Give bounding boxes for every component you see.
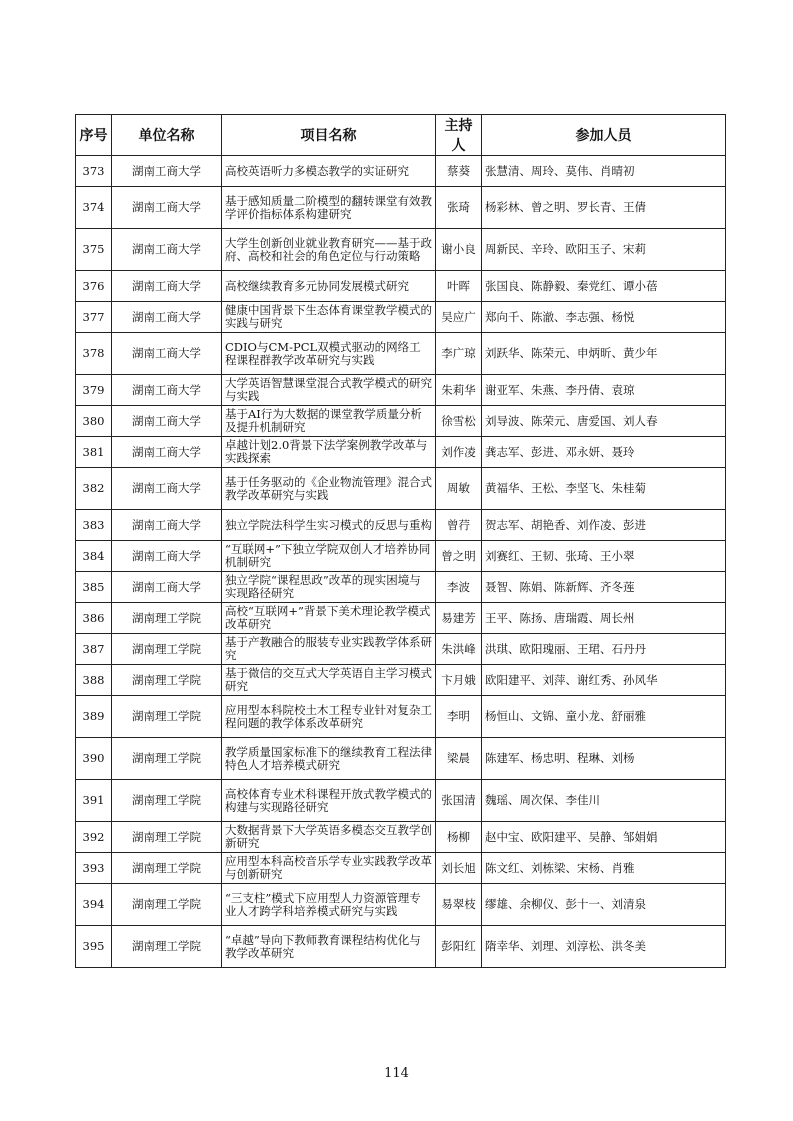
- cell-serial-number: 389: [76, 696, 112, 738]
- cell-host: 易建芳: [436, 603, 482, 634]
- table-row: [76, 333, 726, 375]
- cell-participants: 隋幸华、刘理、刘淳松、洪冬美: [482, 926, 726, 968]
- cell-serial-number: 386: [76, 603, 112, 634]
- cell-host: 李广琼: [436, 333, 482, 375]
- cell-participants: 刘赛红、王韧、张琦、王小翠: [482, 541, 726, 572]
- cell-unit-name: 湖南工商大学: [112, 406, 222, 437]
- cell-project-name: 高校“互联网+”背景下美术理论教学模式改革研究: [222, 603, 436, 634]
- cell-serial-number: 388: [76, 665, 112, 696]
- cell-serial-number: 390: [76, 738, 112, 780]
- cell-host: 李波: [436, 572, 482, 603]
- cell-unit-name: 湖南理工学院: [112, 738, 222, 780]
- cell-participants: 谢亚军、朱燕、李丹倩、袁琼: [482, 375, 726, 406]
- cell-project-name: 基于微信的交互式大学英语自主学习模式研究: [222, 665, 436, 696]
- table-row: [76, 603, 726, 634]
- cell-serial-number: 373: [76, 156, 112, 187]
- cell-host: 张琦: [436, 187, 482, 229]
- cell-unit-name: 湖南工商大学: [112, 229, 222, 271]
- table-row: [76, 229, 726, 271]
- table-row: [76, 302, 726, 333]
- cell-participants: 杨彩林、曾之明、罗长青、王倩: [482, 187, 726, 229]
- table-row: [76, 738, 726, 780]
- cell-unit-name: 湖南理工学院: [112, 780, 222, 822]
- table-row: [76, 780, 726, 822]
- cell-unit-name: 湖南工商大学: [112, 156, 222, 187]
- cell-host: 蔡葵: [436, 156, 482, 187]
- cell-serial-number: 376: [76, 271, 112, 302]
- cell-serial-number: 378: [76, 333, 112, 375]
- cell-participants: 贺志军、胡艳香、刘作凌、彭进: [482, 510, 726, 541]
- cell-project-name: 高校继续教育多元协同发展模式研究: [222, 271, 436, 302]
- cell-unit-name: 湖南理工学院: [112, 926, 222, 968]
- cell-unit-name: 湖南理工学院: [112, 603, 222, 634]
- cell-participants: 刘跃华、陈荣元、申炳昕、黄少年: [482, 333, 726, 375]
- header-serial-number: 序号: [76, 115, 112, 156]
- cell-unit-name: 湖南工商大学: [112, 572, 222, 603]
- cell-host: 曾荇: [436, 510, 482, 541]
- cell-host: 易翠枝: [436, 884, 482, 926]
- cell-host: 徐雪松: [436, 406, 482, 437]
- table-row: [76, 926, 726, 968]
- cell-host: 杨柳: [436, 822, 482, 853]
- cell-project-name: 大数据背景下大学英语多模态交互教学创新研究: [222, 822, 436, 853]
- cell-unit-name: 湖南理工学院: [112, 884, 222, 926]
- cell-project-name: CDIO与CM-PCL双模式驱动的网络工程课程群教学改革研究与实践: [222, 333, 436, 375]
- cell-participants: 赵中宝、欧阳建平、吴静、邹娟娟: [482, 822, 726, 853]
- table-row: [76, 437, 726, 468]
- header-project-name: 项目名称: [222, 115, 436, 156]
- cell-participants: 龚志军、彭进、邓永妍、聂玲: [482, 437, 726, 468]
- cell-participants: 刘导波、陈荣元、唐爱国、刘人春: [482, 406, 726, 437]
- cell-host: 刘长旭: [436, 853, 482, 884]
- cell-host: 张国清: [436, 780, 482, 822]
- cell-project-name: 大学英语智慧课堂混合式教学模式的研究与实践: [222, 375, 436, 406]
- cell-participants: 洪琪、欧阳瑰丽、王珺、石丹丹: [482, 634, 726, 665]
- cell-project-name: 卓越计划2.0背景下法学案例教学改革与实践探索: [222, 437, 436, 468]
- cell-project-name: 高校体育专业术科课程开放式教学模式的构建与实现路径研究: [222, 780, 436, 822]
- table-row: [76, 468, 726, 510]
- cell-host: 叶晖: [436, 271, 482, 302]
- cell-unit-name: 湖南工商大学: [112, 187, 222, 229]
- table-row: [76, 510, 726, 541]
- cell-unit-name: 湖南工商大学: [112, 468, 222, 510]
- cell-host: 卞月娥: [436, 665, 482, 696]
- cell-unit-name: 湖南工商大学: [112, 541, 222, 572]
- cell-project-name: 基于AI行为大数据的课堂教学质量分析及提升机制研究: [222, 406, 436, 437]
- header-row: [76, 115, 726, 156]
- cell-project-name: 高校英语听力多模态教学的实证研究: [222, 156, 436, 187]
- cell-host: 周敏: [436, 468, 482, 510]
- table-row: [76, 853, 726, 884]
- cell-participants: 聂智、陈娟、陈新辉、齐冬莲: [482, 572, 726, 603]
- cell-participants: 魏瑶、周次保、李佳川: [482, 780, 726, 822]
- cell-unit-name: 湖南理工学院: [112, 696, 222, 738]
- project-table: [75, 114, 726, 968]
- cell-unit-name: 湖南理工学院: [112, 665, 222, 696]
- cell-serial-number: 387: [76, 634, 112, 665]
- header-unit-name: 单位名称: [112, 115, 222, 156]
- cell-project-name: 基于任务驱动的《企业物流管理》混合式教学改革研究与实践: [222, 468, 436, 510]
- table-row: [76, 884, 726, 926]
- cell-serial-number: 382: [76, 468, 112, 510]
- cell-project-name: 大学生创新创业就业教育研究——基于政府、高校和社会的角色定位与行动策略: [222, 229, 436, 271]
- cell-participants: 郑向千、陈澈、李志强、杨悦: [482, 302, 726, 333]
- cell-serial-number: 392: [76, 822, 112, 853]
- cell-project-name: “卓越”导向下教师教育课程结构优化与教学改革研究: [222, 926, 436, 968]
- cell-serial-number: 384: [76, 541, 112, 572]
- cell-participants: 欧阳建平、刘萍、谢红秀、孙风华: [482, 665, 726, 696]
- cell-participants: 周新民、辛玲、欧阳玉子、宋莉: [482, 229, 726, 271]
- cell-unit-name: 湖南理工学院: [112, 822, 222, 853]
- cell-unit-name: 湖南工商大学: [112, 437, 222, 468]
- cell-host: 朱洪峰: [436, 634, 482, 665]
- cell-host: 彭阳红: [436, 926, 482, 968]
- cell-participants: 张国良、陈静毅、秦党红、谭小蓓: [482, 271, 726, 302]
- cell-host: 李明: [436, 696, 482, 738]
- table-row: [76, 665, 726, 696]
- cell-host: 朱莉华: [436, 375, 482, 406]
- cell-host: 吴应广: [436, 302, 482, 333]
- cell-participants: 王平、陈扬、唐瑞霞、周长州: [482, 603, 726, 634]
- cell-participants: 张慧清、周玲、莫伟、肖晴初: [482, 156, 726, 187]
- cell-unit-name: 湖南工商大学: [112, 302, 222, 333]
- table-row: [76, 572, 726, 603]
- table-row: [76, 375, 726, 406]
- cell-host: 谢小良: [436, 229, 482, 271]
- cell-serial-number: 379: [76, 375, 112, 406]
- cell-project-name: 应用型本科高校音乐学专业实践教学改革与创新研究: [222, 853, 436, 884]
- cell-serial-number: 393: [76, 853, 112, 884]
- cell-serial-number: 374: [76, 187, 112, 229]
- cell-serial-number: 380: [76, 406, 112, 437]
- cell-project-name: 基于感知质量二阶模型的翻转课堂有效教学评价指标体系构建研究: [222, 187, 436, 229]
- cell-unit-name: 湖南理工学院: [112, 634, 222, 665]
- cell-serial-number: 391: [76, 780, 112, 822]
- cell-project-name: 基于产教融合的服装专业实践教学体系研究: [222, 634, 436, 665]
- table-row: [76, 822, 726, 853]
- table-row: [76, 696, 726, 738]
- cell-serial-number: 395: [76, 926, 112, 968]
- cell-serial-number: 383: [76, 510, 112, 541]
- header-host: 主持人: [436, 115, 482, 156]
- cell-host: 曾之明: [436, 541, 482, 572]
- cell-project-name: 独立学院“课程思政”改革的现实困境与实现路径研究: [222, 572, 436, 603]
- cell-project-name: “互联网+”下独立学院双创人才培养协同机制研究: [222, 541, 436, 572]
- cell-serial-number: 377: [76, 302, 112, 333]
- table-row: [76, 406, 726, 437]
- cell-project-name: “三支柱”模式下应用型人力资源管理专业人才跨学科培养模式研究与实践: [222, 884, 436, 926]
- cell-unit-name: 湖南工商大学: [112, 375, 222, 406]
- cell-unit-name: 湖南工商大学: [112, 271, 222, 302]
- cell-unit-name: 湖南工商大学: [112, 333, 222, 375]
- cell-serial-number: 394: [76, 884, 112, 926]
- table-row: [76, 271, 726, 302]
- page-number: 114: [384, 1066, 409, 1081]
- cell-participants: 缪雄、余柳仪、彭十一、刘清泉: [482, 884, 726, 926]
- table-row: [76, 634, 726, 665]
- cell-participants: 黄福华、王松、李坚飞、朱桂菊: [482, 468, 726, 510]
- cell-participants: 陈文红、刘栋梁、宋杨、肖雅: [482, 853, 726, 884]
- cell-project-name: 应用型本科院校土木工程专业针对复杂工程问题的教学体系改革研究: [222, 696, 436, 738]
- cell-host: 刘作凌: [436, 437, 482, 468]
- cell-project-name: 教学质量国家标准下的继续教育工程法律特色人才培养模式研究: [222, 738, 436, 780]
- table-row: [76, 156, 726, 187]
- cell-participants: 陈建军、杨忠明、程琳、刘杨: [482, 738, 726, 780]
- table-row: [76, 187, 726, 229]
- cell-participants: 杨恒山、文锦、童小龙、舒丽雅: [482, 696, 726, 738]
- cell-host: 梁晨: [436, 738, 482, 780]
- cell-serial-number: 381: [76, 437, 112, 468]
- cell-serial-number: 385: [76, 572, 112, 603]
- cell-unit-name: 湖南理工学院: [112, 853, 222, 884]
- cell-serial-number: 375: [76, 229, 112, 271]
- cell-unit-name: 湖南工商大学: [112, 510, 222, 541]
- cell-project-name: 独立学院法科学生实习模式的反思与重构: [222, 510, 436, 541]
- cell-project-name: 健康中国背景下生态体育课堂教学模式的实践与研究: [222, 302, 436, 333]
- header-participants: 参加人员: [482, 115, 726, 156]
- table-row: [76, 541, 726, 572]
